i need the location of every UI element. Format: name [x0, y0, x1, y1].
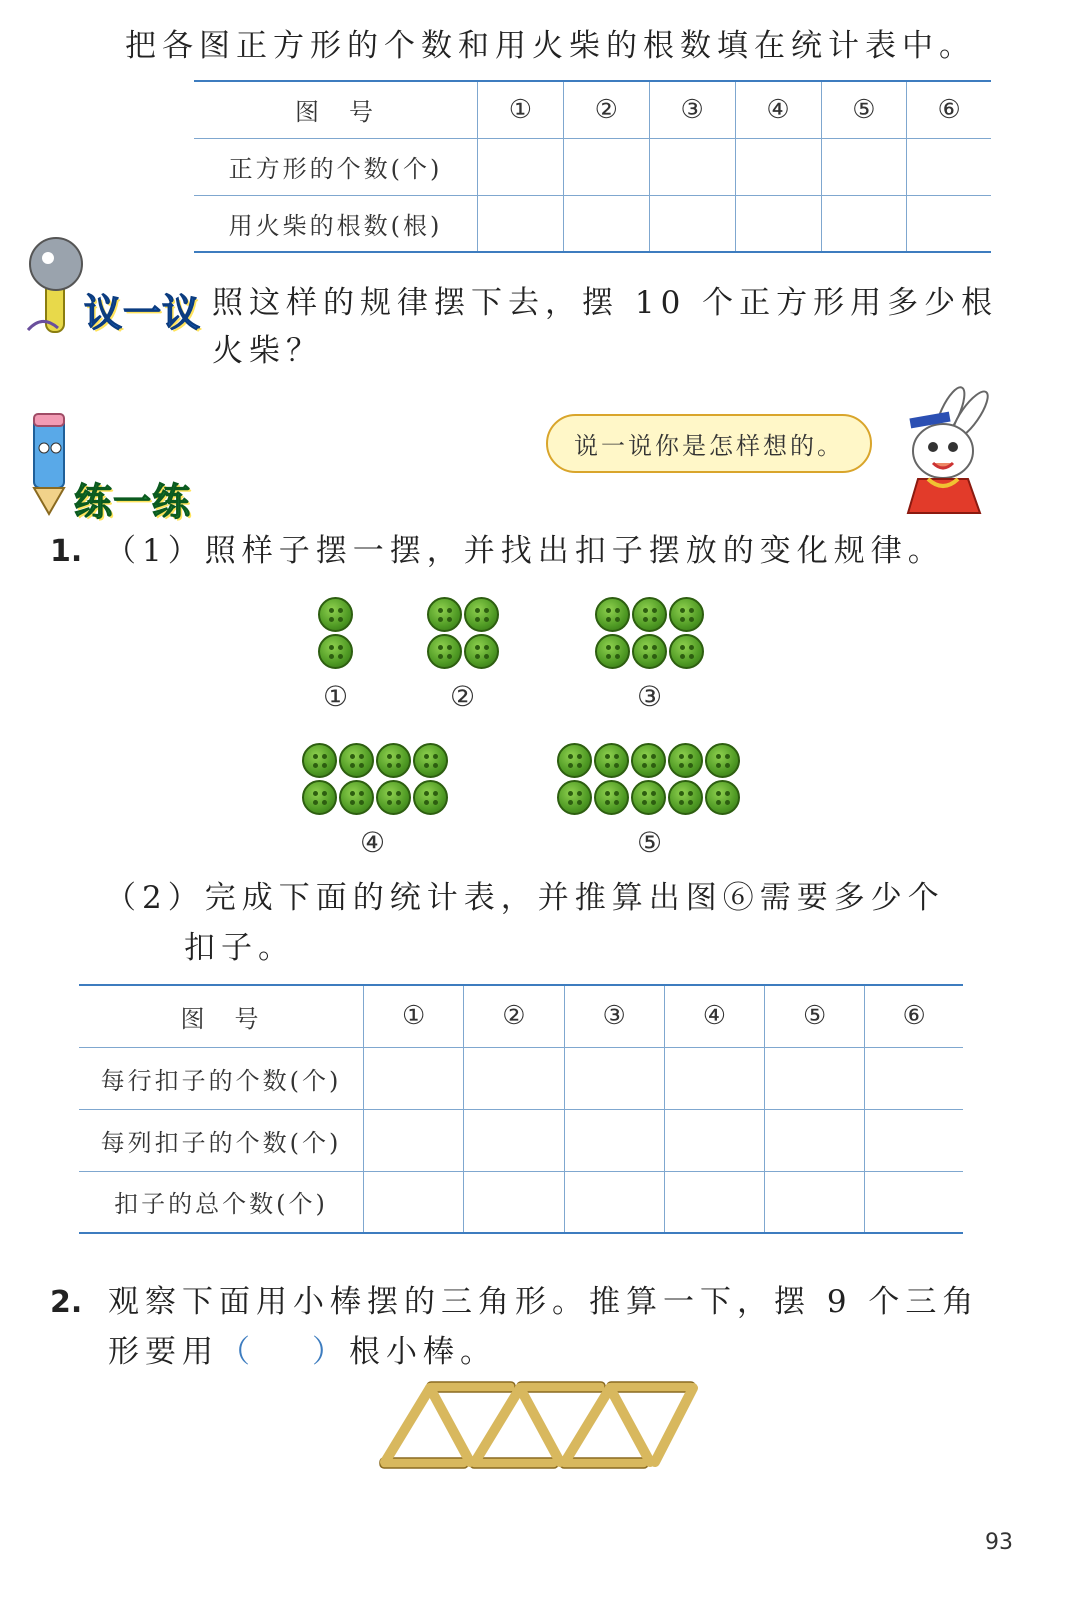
button-icon [427, 597, 462, 632]
button-icon [557, 780, 592, 815]
stick-bottom [560, 1458, 648, 1468]
button-figure-1 [318, 597, 353, 669]
table-cell[interactable] [735, 138, 821, 195]
q2-line-2-after: 根小棒。 [349, 1334, 497, 1370]
table-cell[interactable] [865, 1109, 963, 1171]
table-cell[interactable] [907, 138, 991, 195]
button-icon [668, 743, 703, 778]
figure-label-3: ③ [637, 680, 663, 713]
speech-bubble: 说一说你是怎样想的。 [546, 414, 872, 473]
q1-part2-line-2: 扣子。 [184, 930, 295, 966]
button-icon [464, 597, 499, 632]
table-buttons [79, 984, 963, 1234]
table-cell[interactable] [364, 1171, 464, 1233]
button-icon [339, 780, 374, 815]
rabbit-mascot-icon [888, 383, 998, 528]
button-figure-4 [302, 743, 448, 815]
figure-label-4: ④ [360, 826, 386, 859]
table-col-4: ④ [664, 985, 764, 1047]
stick-diagonal [565, 1388, 610, 1462]
table-cell[interactable] [564, 1171, 664, 1233]
figure-label-1: ① [323, 680, 349, 713]
table-cell[interactable] [765, 1109, 865, 1171]
table-col-1: ① [364, 985, 464, 1047]
table-header-label: 图 号 [194, 81, 478, 138]
answer-paren-close: ） [312, 1334, 349, 1370]
table-col-2: ② [464, 985, 564, 1047]
table-col-6: ⑥ [865, 985, 963, 1047]
table-cell[interactable] [664, 1171, 764, 1233]
stick-diagonal [475, 1388, 520, 1462]
figure-label-2: ② [450, 680, 476, 713]
table-col-6: ⑥ [907, 81, 991, 138]
table-squares-matches [194, 80, 991, 253]
table-cell[interactable] [821, 138, 907, 195]
table-col-1: ① [478, 81, 564, 138]
table-cell[interactable] [564, 1109, 664, 1171]
button-icon [376, 743, 411, 778]
button-icon [302, 780, 337, 815]
table-col-5: ⑤ [821, 81, 907, 138]
table-cell[interactable] [564, 1047, 664, 1109]
stick-diagonal [655, 1388, 693, 1462]
table-cell[interactable] [364, 1109, 464, 1171]
button-icon [669, 634, 704, 669]
table-cell[interactable] [478, 138, 564, 195]
stick-diagonal [610, 1388, 650, 1462]
table-cell[interactable] [649, 195, 735, 252]
table-cell[interactable] [464, 1171, 564, 1233]
stick-diagonal [520, 1388, 560, 1462]
table-cell[interactable] [464, 1109, 564, 1171]
practice-tag: 练一练 [74, 480, 192, 524]
table-cell[interactable] [664, 1047, 764, 1109]
table-cell[interactable] [563, 195, 649, 252]
table-cell[interactable] [649, 138, 735, 195]
table-cell[interactable] [765, 1047, 865, 1109]
stick-bottom [380, 1458, 468, 1468]
q2-line-2 [108, 1334, 497, 1371]
button-icon [339, 743, 374, 778]
button-figure-5 [557, 743, 740, 815]
table-cell[interactable] [464, 1047, 564, 1109]
table-row-label: 每行扣子的个数(个) [79, 1047, 364, 1109]
figure-label-5: ⑤ [637, 826, 663, 859]
stick-top [427, 1382, 515, 1392]
discuss-line-1: 照这样的规律摆下去，摆 10 个正方形用多少根 [212, 285, 999, 321]
stick-top [517, 1382, 605, 1392]
button-icon [318, 634, 353, 669]
stick-diagonal [385, 1388, 430, 1462]
button-icon [668, 780, 703, 815]
q1-part1: （1）照样子摆一摆，并找出扣子摆放的变化规律。 [105, 533, 945, 569]
table-row-label: 每列扣子的个数(个) [79, 1109, 364, 1171]
q1-part2-line-1: （2）完成下面的统计表，并推算出图⑥需要多少个 [105, 880, 945, 916]
table-col-3: ③ [564, 985, 664, 1047]
button-icon [595, 597, 630, 632]
button-icon [631, 743, 666, 778]
button-icon [632, 634, 667, 669]
table-cell[interactable] [563, 138, 649, 195]
button-icon [669, 597, 704, 632]
table-col-3: ③ [649, 81, 735, 138]
button-icon [427, 634, 462, 669]
pencil-mascot-icon [20, 408, 80, 518]
button-icon [705, 743, 740, 778]
q1-number: 1. [50, 534, 83, 569]
button-icon [318, 597, 353, 632]
stick-triangles-figure [375, 1378, 705, 1474]
table-row-label: 正方形的个数(个) [194, 138, 478, 195]
microphone-icon [18, 232, 88, 337]
stick-top [607, 1382, 695, 1392]
discuss-tag: 议一议 [84, 291, 202, 335]
stick-bottom [470, 1458, 558, 1468]
table-cell[interactable] [821, 195, 907, 252]
table-cell[interactable] [907, 195, 991, 252]
table-cell[interactable] [735, 195, 821, 252]
stick-diagonal [430, 1388, 470, 1462]
q2-line-2-before: 形要用 [108, 1334, 219, 1370]
button-icon [705, 780, 740, 815]
table-cell[interactable] [765, 1171, 865, 1233]
button-icon [594, 780, 629, 815]
button-icon [594, 743, 629, 778]
q2-line-1: 观察下面用小棒摆的三角形。推算一下，摆 9 个三角 [108, 1284, 980, 1320]
button-icon [631, 780, 666, 815]
q2-number: 2. [50, 1285, 83, 1320]
button-icon [464, 634, 499, 669]
discuss-line-2: 火柴？ [212, 333, 323, 369]
button-icon [413, 780, 448, 815]
button-icon [557, 743, 592, 778]
table-header-label: 图 号 [79, 985, 364, 1047]
table-row-label: 用火柴的根数(根) [194, 195, 478, 252]
button-icon [302, 743, 337, 778]
button-figure-3 [595, 597, 704, 669]
table-cell[interactable] [364, 1047, 464, 1109]
button-icon [413, 743, 448, 778]
button-icon [595, 634, 630, 669]
intro-text: 把各图正方形的个数和用火柴的根数填在统计表中。 [125, 28, 976, 64]
button-icon [376, 780, 411, 815]
page-number: 93 [985, 1530, 1013, 1555]
button-icon [632, 597, 667, 632]
table-cell[interactable] [865, 1047, 963, 1109]
table-col-5: ⑤ [765, 985, 865, 1047]
table-row-label: 扣子的总个数(个) [79, 1171, 364, 1233]
table-cell[interactable] [664, 1109, 764, 1171]
table-cell[interactable] [865, 1171, 963, 1233]
table-cell[interactable] [478, 195, 564, 252]
table-col-2: ② [563, 81, 649, 138]
button-figure-2 [427, 597, 499, 669]
table-col-4: ④ [735, 81, 821, 138]
answer-paren-open: （ [219, 1334, 256, 1370]
